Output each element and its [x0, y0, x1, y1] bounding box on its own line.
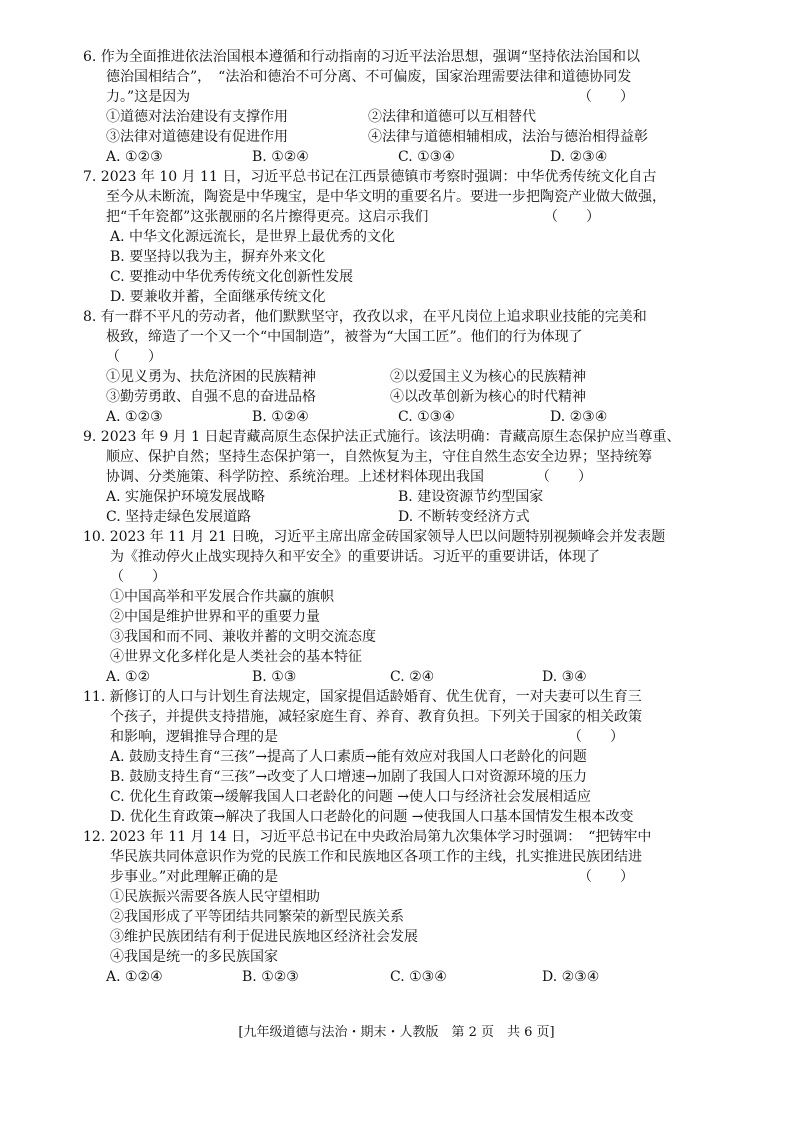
- q7-option-a: A. 中华文化源远流长，是世界上最优秀的文化: [110, 229, 396, 245]
- q7-stem-line-1: 7. 2023 年 10 月 11 日，习近平总书记在江西景德镇市考察时强调：中华优秀传统文化自古: [83, 169, 657, 185]
- q8-item-1: ①见义勇为、扶危济困的民族精神: [106, 369, 316, 385]
- q10-item-1: ①中国高举和平发展合作共赢的旗帜: [110, 589, 334, 605]
- q12-option-d: D. ②③④: [542, 969, 600, 985]
- q9-stem-line-3: 协调、分类施策、科学防控、系统治理。上述材料体现出我国: [106, 469, 484, 485]
- q7-stem-line-2: 至今从未断流，陶瓷是中华瑰宝，是中华文明的重要名片。要进一步把陶瓷产业做大做强，: [106, 189, 666, 205]
- q11-stem-line-3: 和影响，逻辑推导合理的是: [110, 729, 278, 745]
- q6-item-2: ②法律和道德可以互相替代: [368, 109, 536, 125]
- q12-stem-line-1: 12. 2023 年 11 月 14 日，习近平总书记在中央政治局第九次集体学习时强调： “把铸牢中: [83, 829, 652, 845]
- q10-stem-line-1: 10. 2023 年 11 月 21 日晚，习近平主席出席金砖国家领导人巴以问题特别视频峰会并发表题: [83, 529, 666, 545]
- q11-stem-line-1: 11. 新修订的人口与计划生育法规定，国家提倡适龄婚育、优生优育，一对夫妻可以生育三: [83, 689, 642, 705]
- q6-option-c: C. ①③④: [398, 149, 455, 165]
- q10-option-a: A. ①②: [106, 669, 151, 685]
- q12-item-3: ③维护民族团结有利于促进民族地区经济社会发展: [110, 929, 418, 945]
- q10-item-3: ③我国和而不同、兼收并蓄的文明交流态度: [110, 629, 376, 645]
- q11-option-b: B. 鼓励支持生育“三孩”→改变了人口增速→加剧了我国人口对资源环境的压力: [110, 769, 587, 785]
- q6-stem-line-3: 力。”这是因为: [106, 89, 191, 105]
- q12-item-2: ②我国形成了平等团结共同繁荣的新型民族关系: [110, 909, 404, 925]
- q9-stem-line-2: 顺应、保护自然；坚持生态保护第一，自然恢复为主，守住自然生态安全边界；坚持统筹: [106, 449, 652, 465]
- q9-option-c: C. 坚持走绿色发展道路: [106, 509, 252, 525]
- q7-stem-line-3: 把“千年瓷都”这张靓丽的名片擦得更亮。这启示我们: [106, 209, 429, 225]
- q10-stem-line-2: 为《推动停火止战实现持久和平安全》的重要讲话。习近平的重要讲话，体现了: [110, 549, 600, 565]
- q8-option-c: C. ①③④: [398, 409, 455, 425]
- q12-item-1: ①民族振兴需要各族人民守望相助: [110, 889, 320, 905]
- q6-stem-line-1: 6. 作为全面推进依法治国根本遵循和行动指南的习近平法治思想，强调“坚持依法治国和以: [83, 49, 640, 65]
- q10-item-2: ②中国是维护世界和平的重要力量: [110, 609, 320, 625]
- q11-stem-line-2: 个孩子，并提供支持措施，减轻家庭生育、养育、教育负担。下列关于国家的相关政策: [110, 709, 642, 725]
- q7-answer-bracket: （ ）: [544, 209, 600, 225]
- q6-answer-bracket: （ ）: [578, 89, 634, 105]
- q8-option-d: D. ②③④: [550, 409, 608, 425]
- q12-option-a: A. ①②④: [106, 969, 163, 985]
- q8-answer-bracket: （ ）: [106, 349, 162, 365]
- q12-item-4: ④我国是统一的多民族国家: [110, 949, 278, 965]
- q9-option-a: A. 实施保护环境发展战略: [106, 489, 266, 505]
- q12-option-c: C. ①③④: [390, 969, 447, 985]
- q11-option-c: C. 优化生育政策→缓解我国人口老龄化的问题 →使人口与经济社会发展相适应: [110, 789, 592, 805]
- q10-item-4: ④世界文化多样化是人类社会的基本特征: [110, 649, 362, 665]
- q8-item-2: ②以爱国主义为核心的民族精神: [390, 369, 586, 385]
- q6-stem-line-2: 德治国相结合”， “法治和德治不可分离、不可偏废，国家治理需要法律和道德协同发: [106, 69, 632, 85]
- q8-stem-line-1: 8. 有一群不平凡的劳动者，他们默默坚守，孜孜以求，在平凡岗位上追求职业技能的完美和: [83, 309, 647, 325]
- q6-item-1: ①道德对法治建设有支撑作用: [106, 109, 288, 125]
- q8-stem-line-2: 极致，缔造了一个又一个“中国制造”，被誉为“大国工匠”。他们的行为体现了: [106, 329, 583, 345]
- q11-answer-bracket: （ ）: [568, 729, 624, 745]
- q6-item-3: ③法律对道德建设有促进作用: [106, 129, 288, 145]
- q12-stem-line-3: 步事业。”对此理解正确的是: [110, 869, 279, 885]
- q8-option-b: B. ①②④: [252, 409, 309, 425]
- page-footer: [九年级道德与法治・期末・人教版 第 2 页 共 6 页]: [238, 1025, 555, 1040]
- q9-option-d: D. 不断转变经济方式: [398, 509, 530, 525]
- q12-option-b: B. ①②③: [242, 969, 299, 985]
- q12-stem-line-2: 华民族共同体意识作为党的民族工作和民族地区各项工作的主线，扎实推进民族团结进: [110, 849, 642, 865]
- q11-option-d: D. 优化生育政策→解决了我国人口老龄化的问题 →使我国人口基本国情发生根本改变: [110, 809, 634, 825]
- q7-option-d: D. 要兼收并蓄，全面继承传统文化: [110, 289, 326, 305]
- q6-option-b: B. ①②④: [252, 149, 309, 165]
- q10-option-c: C. ②④: [390, 669, 435, 685]
- q9-answer-bracket: （ ）: [536, 469, 592, 485]
- q9-stem-line-1: 9. 2023 年 9 月 1 日起青藏高原生态保护法正式施行。该法明确：青藏高原生态保护应当尊重、: [83, 429, 681, 445]
- q10-option-b: B. ①③: [252, 669, 297, 685]
- q7-option-b: B. 要坚持以我为主，摒弃外来文化: [110, 249, 326, 265]
- q11-option-a: A. 鼓励支持生育“三孩”→提高了人口素质→能有效应对我国人口老龄化的问题: [110, 749, 587, 765]
- q6-option-a: A. ①②③: [106, 149, 163, 165]
- q6-option-d: D. ②③④: [550, 149, 608, 165]
- q10-option-d: D. ③④: [542, 669, 587, 685]
- q8-option-a: A. ①②③: [106, 409, 163, 425]
- q8-item-3: ③勤劳勇敢、自强不息的奋进品格: [106, 389, 316, 405]
- q8-item-4: ④以改革创新为核心的时代精神: [390, 389, 586, 405]
- q7-option-c: C. 要推动中华优秀传统文化创新性发展: [110, 269, 354, 285]
- q9-option-b: B. 建设资源节约型国家: [398, 489, 544, 505]
- q6-item-4: ④法律与道德相辅相成，法治与德治相得益彰: [368, 129, 648, 145]
- q10-answer-bracket: （ ）: [110, 569, 166, 585]
- q12-answer-bracket: （ ）: [578, 869, 634, 885]
